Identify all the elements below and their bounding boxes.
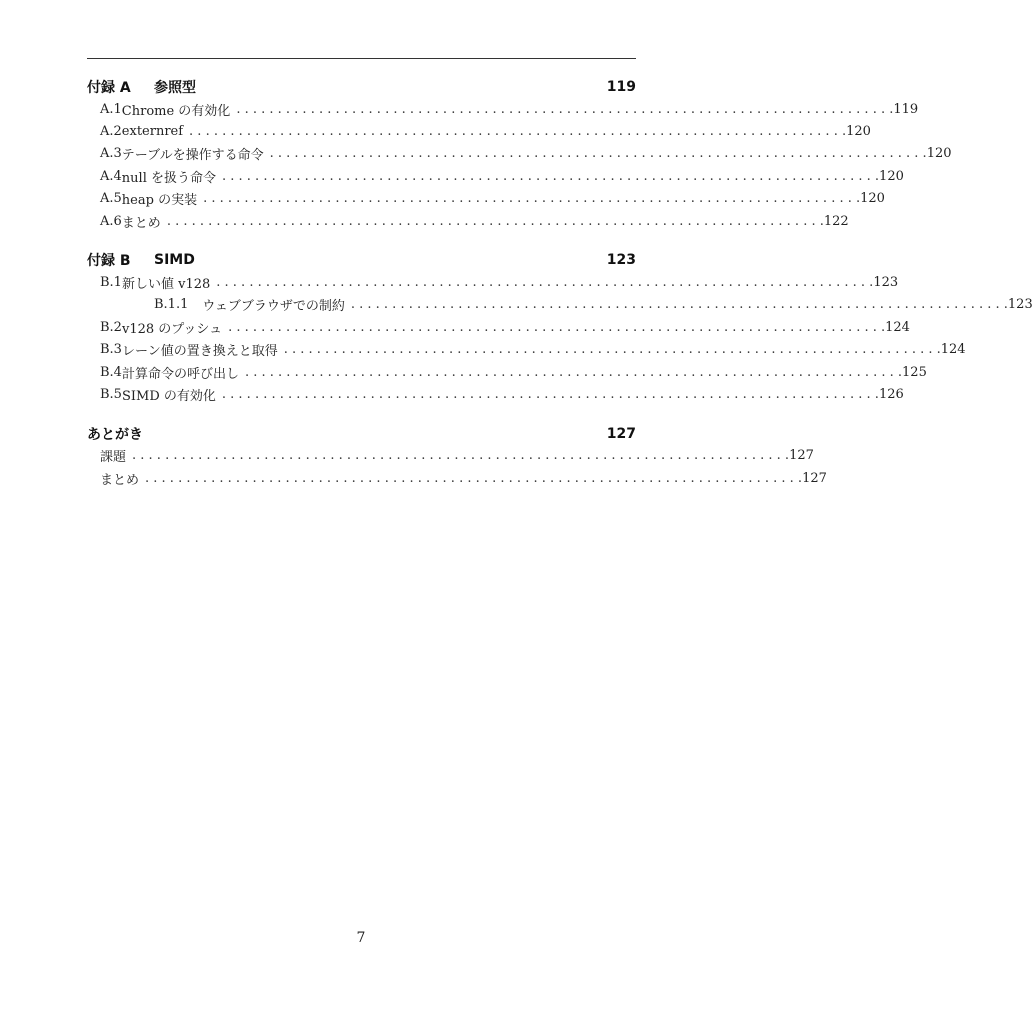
entry-title: heap の実装 [121,193,198,209]
entry-page: 119 [893,101,919,117]
entry-number: A.5 [100,191,122,207]
dot-leader: . . . . . . . . . . . . . . . . . . . . . . . . . . . . . . . . . . . . . . . . . . . . . . . . . . . . . . . . . . . . . . . . . . . . . . . . . . . . . . . . [222,168,880,184]
toc-chapter-afterword[interactable] [87,423,636,445]
toc-chapter-b[interactable] [87,249,636,271]
chapter-title: あとがき [87,426,143,443]
entry-number: B.2 [100,319,122,335]
toc-entry[interactable] [87,143,952,165]
toc-subentry[interactable] [87,294,1033,316]
toc-entry[interactable] [87,339,966,361]
entry-page: 126 [878,386,904,402]
toc-chapter-a[interactable] [87,76,636,98]
entry-title: v128 のプッシュ [121,321,223,337]
dot-leader: . . . . . . . . . . . . . . . . . . . . . . . . . . . . . . . . . . . . . . . . . . . . . . . . . . . . . . . . . . . . . . . . . . . . . . . . . . . . . . . . [189,124,847,140]
chapter-number: 付録 A [87,80,131,96]
entry-title: 計算命令の呼び出し [121,366,239,382]
chapter-title: 参照型 [154,80,196,96]
entry-title: externref [121,124,184,140]
entry-title: SIMD の有効化 [121,388,216,404]
entry-page: 124 [940,342,966,358]
entry-number: A.3 [100,146,122,162]
chapter-title: SIMD [154,252,195,269]
entry-number: B.5 [100,386,122,402]
entry-title: ウェブブラウザでの制約 [202,299,345,315]
entry-page: 125 [902,364,927,380]
entry-page: 127 [802,470,827,486]
entry-page: 120 [879,168,904,184]
entry-page: 120 [860,191,885,207]
toc-entry[interactable] [87,383,904,405]
entry-title: null を扱う命令 [121,170,216,186]
entry-title: まとめ [100,472,140,488]
entry-page: 124 [885,319,910,335]
toc-entry[interactable] [87,210,849,232]
dot-leader: . . . . . . . . . . . . . . . . . . . . . . . . . . . . . . . . . . . . . . . . . . . . . . . . . . . . . . . . . . . . . . . . . . . . . . . . . . . . . . . . [283,342,941,358]
entry-number: A.6 [100,213,122,229]
toc-entry[interactable] [87,361,927,383]
dot-leader: . . . . . . . . . . . . . . . . . . . . . . . . . . . . . . . . . . . . . . . . . . . . . . . . . . . . . . . . . . . . . . . . . . . . . . . . . . . . . . . . [269,146,927,162]
dot-leader: . . . . . . . . . . . . . . . . . . . . . . . . . . . . . . . . . . . . . . . . . . . . . . . . . . . . . . . . . . . . . . . . . . . . . . . . . . . . . . . . [228,319,886,335]
dot-leader: . . . . . . . . . . . . . . . . . . . . . . . . . . . . . . . . . . . . . . . . . . . . . . . . . . . . . . . . . . . . . . . . . . . . . . . . . . . . . . . . [203,191,861,207]
entry-number: B.3 [100,342,122,358]
toc-entry[interactable] [87,271,899,293]
toc-entry[interactable] [87,467,827,489]
entry-number: B.4 [100,364,122,380]
entry-number: A.4 [100,168,122,184]
toc-entry[interactable] [87,188,885,210]
entry-title: まとめ [121,215,161,231]
chapter-number: 付録 B [87,253,131,270]
toc-entry[interactable] [87,98,919,120]
dot-leader: . . . . . . . . . . . . . . . . . . . . . . . . . . . . . . . . . . . . . . . . . . . . . . . . . . . . . . . . . . . . . . . . . . . . . . . . . . . . . . . . [244,364,903,380]
entry-number: B.1 [100,275,122,291]
entry-page: 120 [926,146,952,162]
entry-page: 122 [823,213,849,229]
entry-title: 新しい値 v128 [121,277,211,293]
entry-number: A.2 [100,124,122,140]
toc-entry[interactable] [87,316,910,338]
entry-page: 127 [789,448,814,464]
table-of-contents [87,76,1033,489]
dot-leader: . . . . . . . . . . . . . . . . . . . . . . . . . . . . . . . . . . . . . . . . . . . . . . . . . . . . . . . . . . . . . . . . . . . . . . . . . . . . . . . . [145,470,803,486]
entry-page: 120 [846,124,871,140]
entry-title: レーン値の置き換えと取得 [121,344,278,360]
dot-leader: . . . . . . . . . . . . . . . . . . . . . . . . . . . . . . . . . . . . . . . . . . . . . . . . . . . . . . . . . . . . . . . . . . . . . . . . . . . . . . . . [236,101,894,117]
chapter-page: 119 [606,79,636,95]
dot-leader: . . . . . . . . . . . . . . . . . . . . . . . . . . . . . . . . . . . . . . . . . . . . . . . . . . . . . . . . . . . . . . . . . . . . . . . . . . . . . . . . [132,448,790,464]
page-number: 7 [356,930,366,946]
header-rule [87,58,636,59]
dot-leader: . . . . . . . . . . . . . . . . . . . . . . . . . . . . . . . . . . . . . . . . . . . . . . . . . . . . . . . . . . . . . . . . . . . . . . . . . . . . . . . . [166,213,824,229]
toc-entry[interactable] [87,120,871,142]
dot-leader: . . . . . . . . . . . . . . . . . . . . . . . . . . . . . . . . . . . . . . . . . . . . . . . . . . . . . . . . . . . . . . . . . . . . . . . . . . . . . . . . [216,275,874,291]
entry-number: B.1.1 [154,297,189,313]
entry-title: 課題 [100,450,127,466]
entry-title: Chrome の有効化 [121,103,231,119]
entry-page: 123 [1007,297,1033,313]
chapter-page: 127 [606,425,636,442]
toc-entry[interactable] [87,445,814,467]
toc-entry[interactable] [87,165,904,187]
dot-leader: . . . . . . . . . . . . . . . . . . . . . . . . . . . . . . . . . . . . . . . . . . . . . . . . . . . . . . . . . . . . . . . . . . . . . . . . . . . . . . . . [350,297,1008,313]
entry-title: テーブルを操作する命令 [121,148,264,164]
entry-number: A.1 [100,101,122,117]
entry-page: 123 [873,275,899,291]
chapter-page: 123 [606,252,636,269]
dot-leader: . . . . . . . . . . . . . . . . . . . . . . . . . . . . . . . . . . . . . . . . . . . . . . . . . . . . . . . . . . . . . . . . . . . . . . . . . . . . . . . . [221,386,879,402]
